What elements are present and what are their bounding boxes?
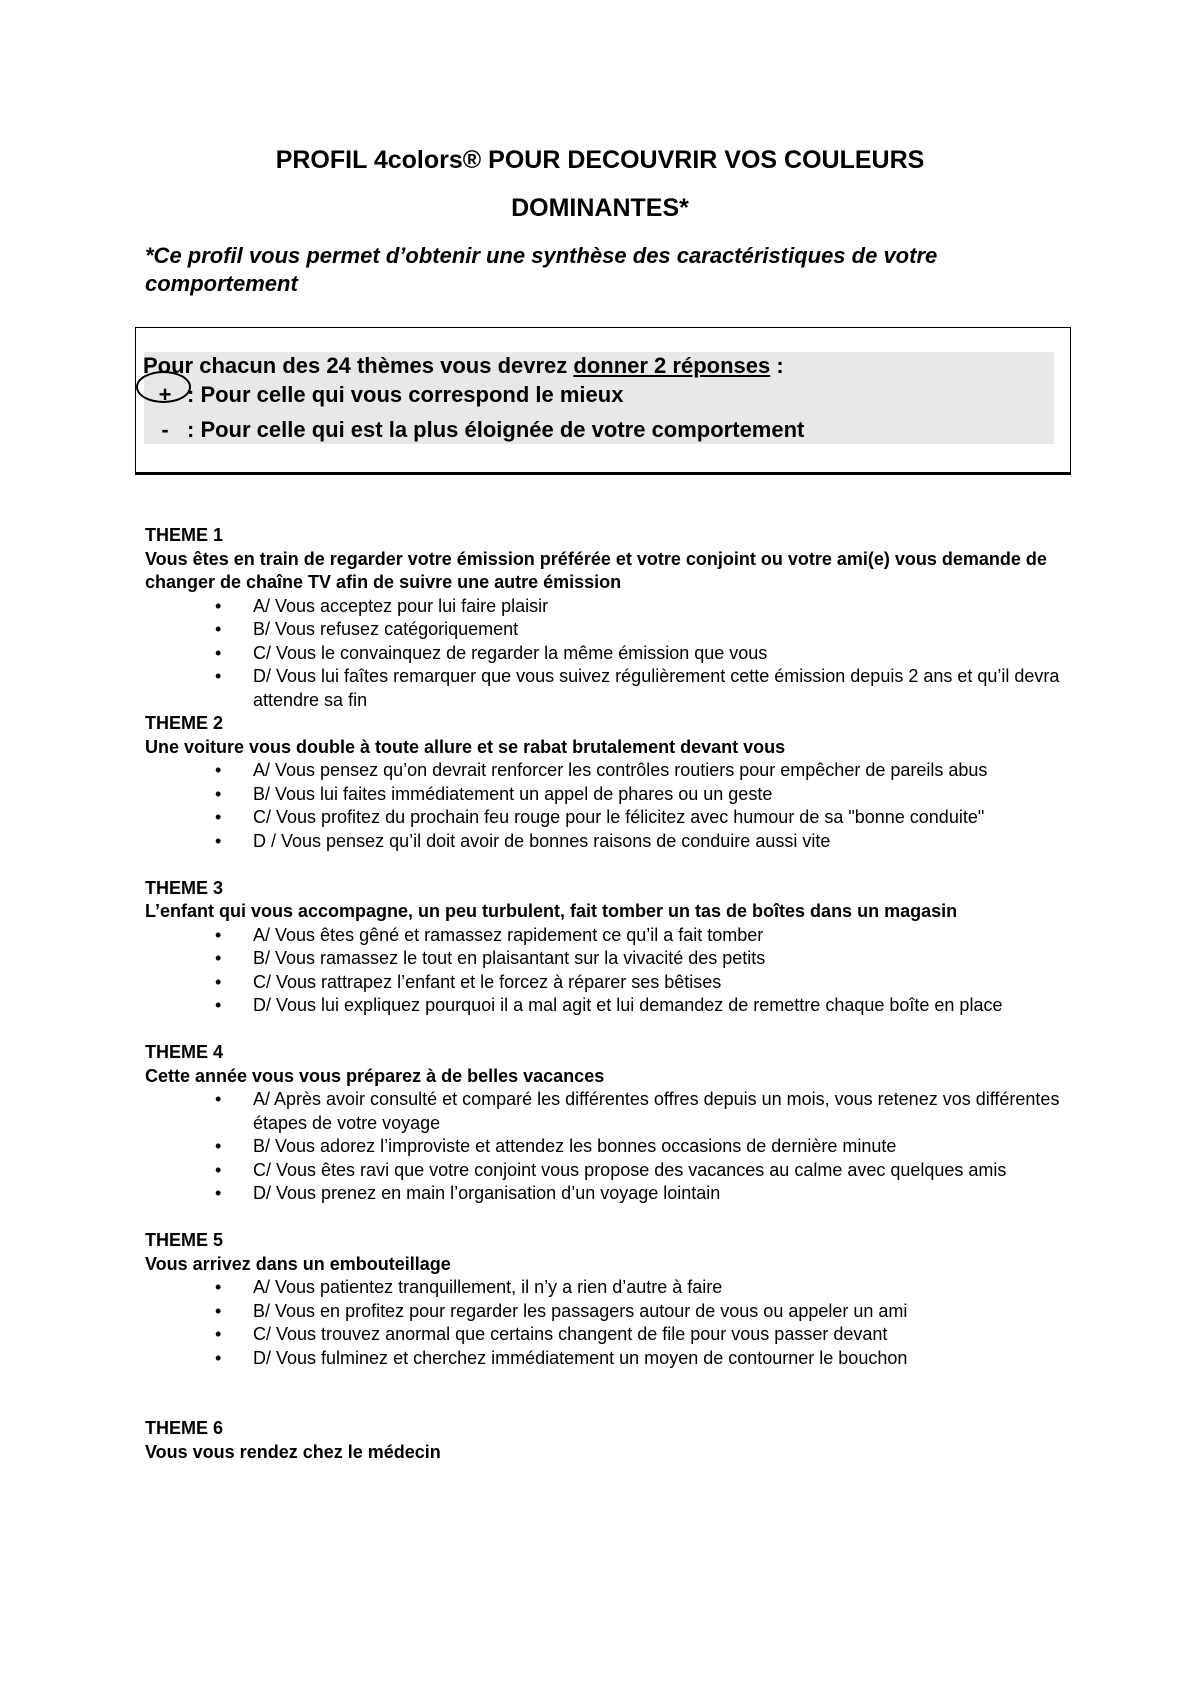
options-list <box>145 1088 1085 1206</box>
bullet-icon: • <box>215 1089 222 1109</box>
instructions-minus-line <box>143 416 804 444</box>
option-text: C/ Vous trouvez anormal que certains changent de file pour vous passer devant <box>253 1324 888 1344</box>
theme-question: Vous vous rendez chez le médecin <box>145 1441 441 1462</box>
instructions-line <box>143 352 784 380</box>
plus-symbol: + <box>158 382 172 407</box>
bullet-icon: • <box>215 1277 222 1297</box>
theme-question: Cette année vous vous préparez à de belles vacances <box>145 1065 605 1086</box>
option-text: D/ Vous lui faîtes remarquer que vous suivez régulièrement cette émission depuis 2 ans et qu’il devra attendre sa fin <box>253 666 1060 710</box>
option-text: B/ Vous adorez l’improviste et attendez les bonnes occasions de dernière minute <box>253 1136 897 1156</box>
instructions-suffix: : <box>770 353 784 378</box>
instructions-prefix: Pour chacun des 24 thèmes vous devrez <box>143 353 574 378</box>
option-item <box>145 595 1085 619</box>
option-item <box>145 1088 1085 1135</box>
theme-title: THEME 1 <box>145 525 224 545</box>
option-text: B/ Vous ramassez le tout en plaisantant sur la vivacité des petits <box>253 948 766 968</box>
theme-block <box>145 1417 1085 1464</box>
option-text: C/ Vous êtes ravi que votre conjoint vous propose des vacances au calme avec quelques amis <box>253 1159 1007 1180</box>
option-text: B/ Vous en profitez pour regarder les passagers autour de vous ou appeler un ami <box>253 1300 908 1321</box>
bullet-icon: • <box>215 1300 222 1321</box>
option-item <box>145 947 1085 971</box>
document-title-line1: PROFIL 4colors® POUR DECOUVRIR VOS COULEURS <box>275 146 925 174</box>
bullet-icon: • <box>215 666 222 686</box>
option-item <box>145 1182 1085 1206</box>
theme-spacer <box>145 1206 1085 1230</box>
bullet-icon: • <box>215 995 222 1015</box>
document-subtitle: *Ce profil vous permet d’obtenir une synthèse des caractéristiques de votre comportement <box>145 243 938 296</box>
option-text: D/ Vous fulminez et cherchez immédiatement un moyen de contourner le bouchon <box>253 1347 908 1368</box>
theme-block <box>145 712 1085 853</box>
bullet-icon: • <box>215 971 222 992</box>
option-item <box>145 830 1085 854</box>
instructions-plus-line <box>143 381 623 409</box>
theme-block <box>145 1041 1085 1206</box>
option-item <box>145 1159 1085 1183</box>
minus-symbol: - <box>161 417 169 442</box>
option-text: A/ Vous patientez tranquillement, il n’y a rien d’autre à faire <box>253 1277 723 1297</box>
options-list <box>145 924 1085 1018</box>
theme-spacer <box>145 1370 1085 1417</box>
plus-text: : Pour celle qui vous correspond le mieux <box>187 382 624 407</box>
themes-list <box>145 524 1085 1464</box>
bullet-icon: • <box>215 619 222 639</box>
theme-block <box>145 524 1085 712</box>
bullet-icon: • <box>215 830 222 851</box>
option-item <box>145 806 1085 830</box>
option-text: D/ Vous prenez en main l’organisation d’un voyage lointain <box>253 1183 721 1203</box>
theme-title: THEME 3 <box>145 877 224 898</box>
option-item <box>145 759 1085 783</box>
theme-spacer <box>145 853 1085 877</box>
theme-block <box>145 1229 1085 1370</box>
option-item <box>145 642 1085 666</box>
option-item <box>145 1323 1085 1347</box>
option-item <box>145 1347 1085 1371</box>
option-text: A/ Vous êtes gêné et ramassez rapidement ce qu’il a fait tomber <box>253 924 764 945</box>
option-item <box>145 1135 1085 1159</box>
theme-block <box>145 877 1085 1018</box>
theme-question: Vous êtes en train de regarder votre émission préférée et votre conjoint ou votre ami(e) vous demande de changer de chaîne TV afin de suivre une autre émission <box>145 548 1047 592</box>
bullet-icon: • <box>215 948 222 968</box>
option-text: A/ Après avoir consulté et comparé les différentes offres depuis un mois, vous retenez vos différentes étapes de votre voyage <box>253 1089 1060 1133</box>
bullet-icon: • <box>215 924 222 945</box>
bullet-icon: • <box>215 783 222 804</box>
theme-spacer <box>145 1018 1085 1042</box>
bullet-icon: • <box>215 1347 222 1368</box>
bullet-icon: • <box>215 595 222 616</box>
option-text: A/ Vous pensez qu’on devrait renforcer les contrôles routiers pour empêcher de pareils abus <box>253 760 988 780</box>
bullet-icon: • <box>215 1183 222 1203</box>
option-text: D/ Vous lui expliquez pourquoi il a mal agit et lui demandez de remettre chaque boîte en place <box>253 995 1003 1015</box>
bullet-icon: • <box>215 1324 222 1344</box>
option-text: B/ Vous lui faites immédiatement un appel de phares ou un geste <box>253 783 773 804</box>
options-list <box>145 759 1085 853</box>
option-text: D / Vous pensez qu’il doit avoir de bonnes raisons de conduire aussi vite <box>253 830 831 851</box>
option-text: A/ Vous acceptez pour lui faire plaisir <box>253 595 549 616</box>
option-text: B/ Vous refusez catégoriquement <box>253 619 519 639</box>
option-text: C/ Vous le convainquez de regarder la même émission que vous <box>253 642 768 663</box>
bullet-icon: • <box>215 1136 222 1156</box>
theme-title: THEME 6 <box>145 1418 224 1438</box>
option-item <box>145 1276 1085 1300</box>
bullet-icon: • <box>215 807 222 827</box>
options-list <box>145 1276 1085 1370</box>
theme-question: L’enfant qui vous accompagne, un peu turbulent, fait tomber un tas de boîtes dans un magasin <box>145 901 958 921</box>
option-text: C/ Vous rattrapez l’enfant et le forcez à réparer ses bêtises <box>253 971 722 992</box>
option-item <box>145 1300 1085 1324</box>
option-text: C/ Vous profitez du prochain feu rouge pour le félicitez avec humour de sa "bonne conduite" <box>253 807 985 827</box>
theme-title: THEME 2 <box>145 713 224 733</box>
theme-title: THEME 5 <box>145 1230 224 1250</box>
theme-title: THEME 4 <box>145 1042 224 1062</box>
bullet-icon: • <box>215 1159 222 1180</box>
theme-question: Une voiture vous double à toute allure et se rabat brutalement devant vous <box>145 736 786 757</box>
bullet-icon: • <box>215 642 222 663</box>
document-title-line2: DOMINANTES* <box>511 194 689 222</box>
minus-text: : Pour celle qui est la plus éloignée de votre comportement <box>187 417 805 442</box>
option-item <box>145 994 1085 1018</box>
option-item <box>145 924 1085 948</box>
instructions-underlined: donner 2 réponses <box>573 353 771 378</box>
bullet-icon: • <box>215 760 222 780</box>
option-item <box>145 618 1085 642</box>
option-item <box>145 665 1085 712</box>
option-item <box>145 971 1085 995</box>
options-list <box>145 595 1085 713</box>
theme-question: Vous arrivez dans un embouteillage <box>145 1253 451 1274</box>
option-item <box>145 783 1085 807</box>
